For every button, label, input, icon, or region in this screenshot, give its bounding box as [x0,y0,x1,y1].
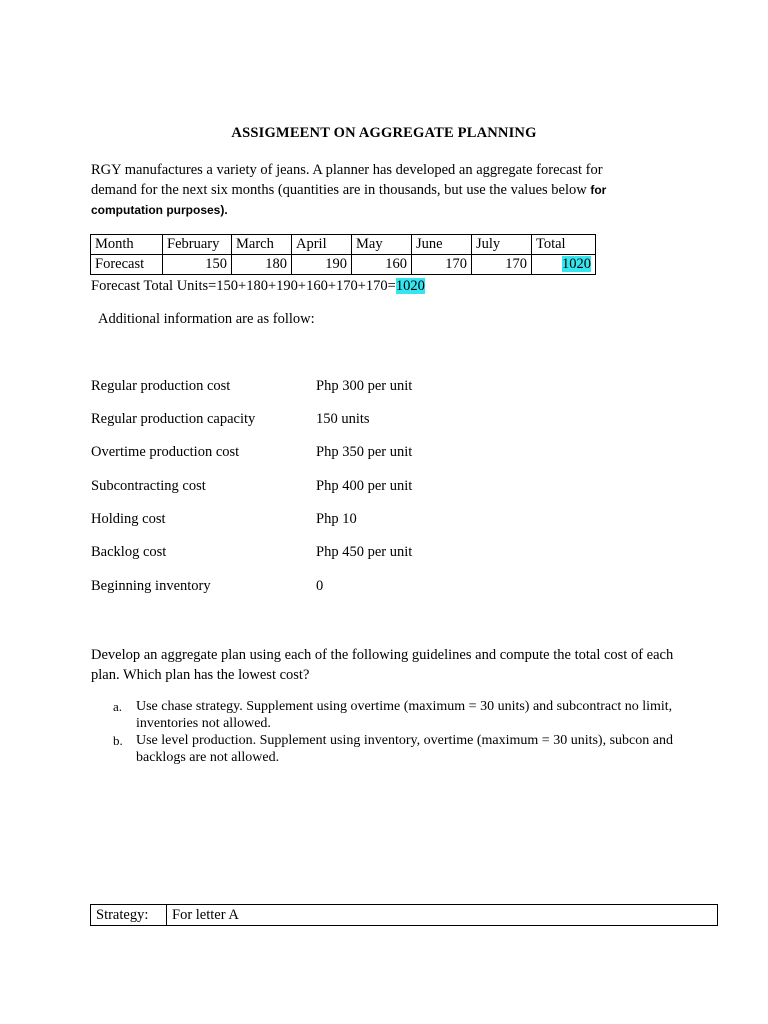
sum-text: Forecast Total Units=150+180+190+160+170+170= [91,278,396,294]
list-item-text: Use chase strategy. Supplement using overtime (maximum = 30 units) and subcontract no limit, inventories not allowed. [136,699,673,731]
header-cell: June [412,235,472,255]
strategy-value-cell: For letter A [167,905,718,926]
intro-bold-text: for computation purposes). [91,183,607,217]
sum-value-highlight: 1020 [395,278,425,294]
forecast-sum-line [91,278,425,295]
info-label: Overtime production cost [91,444,240,460]
info-value: Php 450 per unit [316,544,413,560]
header-cell: July [472,235,532,255]
develop-paragraph: Develop an aggregate plan using each of the following guidelines and compute the total cost of each plan. Which plan has the lowest cost? [91,647,674,683]
page-title: ASSIGMEENT ON AGGREGATE PLANNING [231,125,537,141]
strategy-label-cell: Strategy: [91,905,167,926]
info-label: Subcontracting cost [91,478,206,494]
value-cell: 150 [163,255,232,275]
intro-text: RGY manufactures a variety of jeans. A planner has developed an aggregate forecast for demand for the next six months (quantities are in thousands, but use the values below [91,162,603,198]
info-label: Backlog cost [91,544,167,560]
header-cell: April [292,235,352,255]
list-marker: b. [113,733,123,748]
value-cell: 170 [472,255,532,275]
info-label: Beginning inventory [91,578,211,594]
info-value: Php 350 per unit [316,444,413,460]
info-label: Holding cost [91,511,166,527]
forecast-header-row [91,235,596,255]
info-value: Php 300 per unit [316,378,413,394]
list-marker: a. [113,699,123,714]
info-value: 150 units [316,411,370,427]
header-cell: February [163,235,232,255]
forecast-table [90,234,596,275]
header-cell: Month [91,235,163,255]
list-item [91,698,691,732]
strategy-row [91,905,718,926]
value-cell: 180 [232,255,292,275]
total-cell [532,255,596,275]
list-item [91,732,691,766]
strategy-table [90,904,718,926]
info-value: 0 [316,578,324,594]
header-cell: Total [532,235,596,255]
value-cell: 160 [352,255,412,275]
info-value: Php 400 per unit [316,478,413,494]
total-highlight: 1020 [562,256,591,272]
value-cell: 170 [412,255,472,275]
list-item-text: Use level production. Supplement using inventory, overtime (maximum = 30 units), subcon and backlogs are not allowed. [136,733,673,765]
info-label: Regular production cost [91,378,231,394]
header-cell: March [232,235,292,255]
forecast-values-row [91,255,596,275]
intro-paragraph [91,160,651,220]
header-cell: May [352,235,412,255]
info-value: Php 10 [316,511,357,527]
guidelines-list [91,698,691,766]
row-label-cell: Forecast [91,255,163,275]
additional-info-heading: Additional information are as follow: [98,311,315,327]
info-label: Regular production capacity [91,411,256,427]
value-cell: 190 [292,255,352,275]
